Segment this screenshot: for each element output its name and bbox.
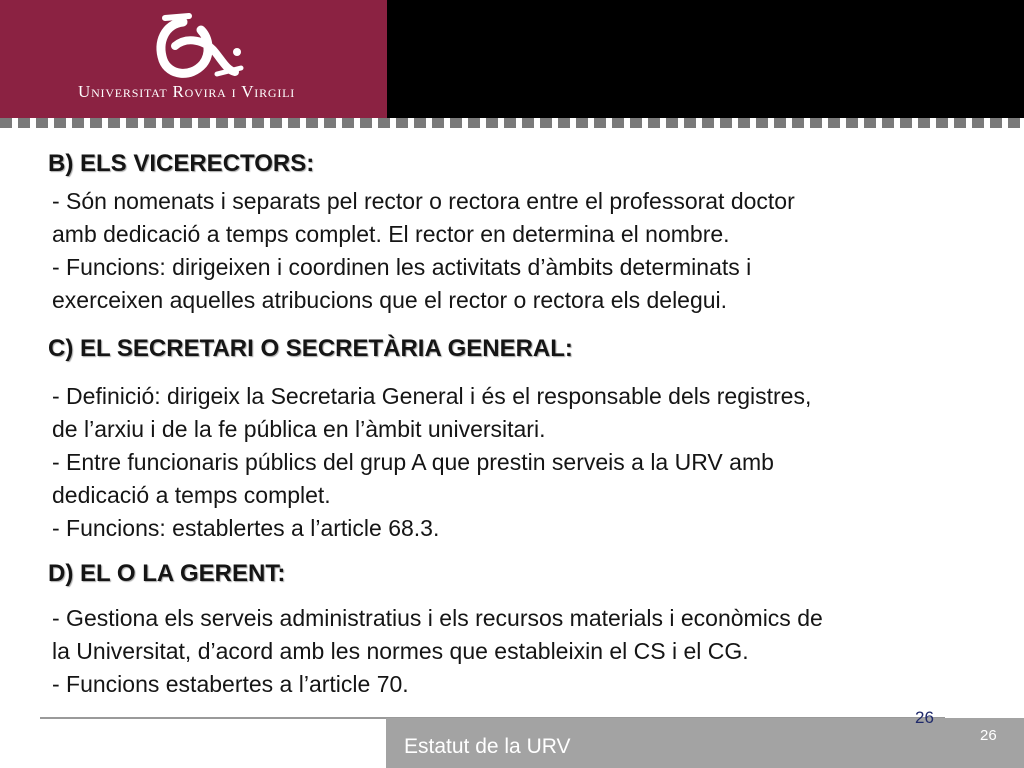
body-line: exerceixen aquelles atribucions que el rector o rectora els delegui. <box>52 287 728 313</box>
body-line: - Definició: dirigeix la Secretaria General i és el responsable dels registres, <box>52 383 812 409</box>
body-line: - Són nomenats i separats pel rector o rectora entre el professorat doctor <box>52 188 795 214</box>
body-line: amb dedicació a temps complet. El rector en determina el nombre. <box>52 221 730 247</box>
slide-page-number: 26 <box>915 708 934 727</box>
body-line: - Entre funcionaris públics del grup A que prestin serveis a la URV amb <box>52 449 774 475</box>
university-name: Universitat Rovira i Virgili <box>78 82 296 101</box>
body-line: de l’arxiu i de la fe pública en l’àmbit universitari. <box>52 416 546 442</box>
body-line: - Funcions estabertes a l’article 70. <box>52 671 409 697</box>
section-heading-gerent: D) EL O LA GERENT: <box>48 560 286 587</box>
section-heading-secretari: C) EL SECRETARI O SECRETÀRIA GENERAL: <box>48 335 573 362</box>
body-line: la Universitat, d’acord amb les normes que estableixin el CS i el CG. <box>52 638 749 664</box>
footer-title: Estatut de la URV <box>404 735 571 758</box>
body-line: - Funcions: dirigeixen i coordinen les activitats d’àmbits determinats i <box>52 254 752 280</box>
footer-page-number: 26 <box>980 727 997 744</box>
body-line: dedicació a temps complet. <box>52 482 331 508</box>
section-body-vicerectors <box>52 185 1012 317</box>
section-heading-vicerectors: B) ELS VICERECTORS: <box>48 150 315 177</box>
section-body-gerent <box>52 602 1012 701</box>
body-line: - Gestiona els serveis administratius i els recursos materials i econòmics de <box>52 605 823 631</box>
section-body-secretari <box>52 380 1012 545</box>
body-line: - Funcions: establertes a l’article 68.3. <box>52 515 440 541</box>
